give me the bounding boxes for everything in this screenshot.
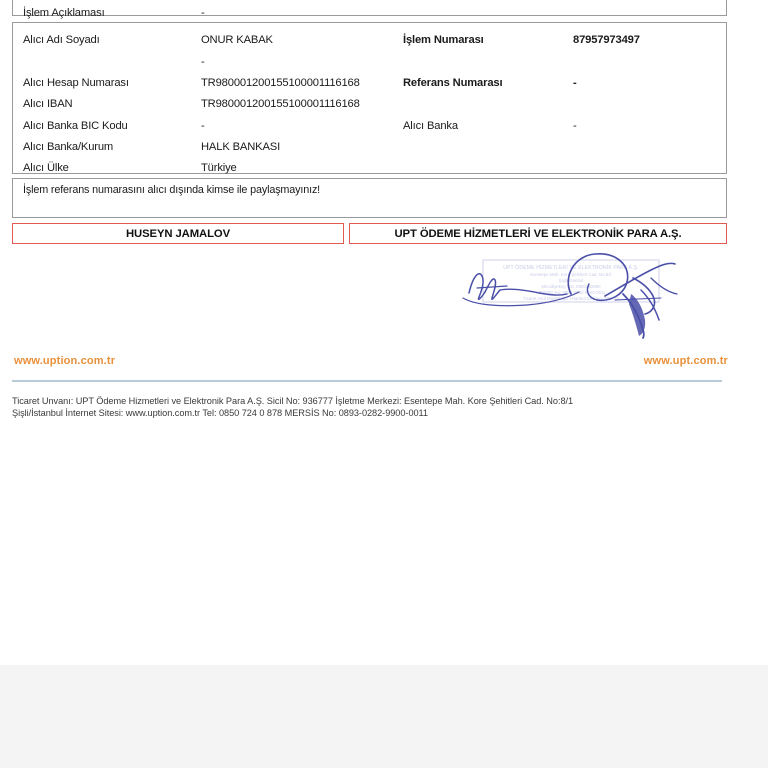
field-value-islem-numarasi: 87957973497 (573, 33, 640, 46)
company-signature-box: UPT ÖDEME HİZMETLERİ VE ELEKTRONİK PARA A.Ş. (349, 223, 727, 244)
svg-text:MERSİS No: 0893-0282-9900-0011: MERSİS No: 0893-0282-9900-0011 (536, 290, 606, 295)
table-row (13, 73, 726, 92)
field-label-alici-hesap-numarasi: Alıcı Hesap Numarası (23, 76, 129, 89)
footer-url-uption[interactable]: www.uption.com.tr (14, 355, 116, 367)
field-label-alici-iban: Alıcı IBAN (23, 97, 73, 110)
table-row (13, 94, 726, 113)
page-gutter-area (0, 665, 768, 768)
table-row (13, 52, 726, 71)
recipient-details-table (12, 22, 727, 174)
signature-graphic (455, 248, 725, 343)
svg-text:Şişli/İstanbul: Şişli/İstanbul (558, 278, 584, 283)
svg-text:Ticaret Sicil Müdürlüğü: İstan: Ticaret Sicil Müdürlüğü: İstanbul Sicil No: 936777 (523, 296, 619, 301)
field-value-alici-banka-kurum: HALK BANKASI (201, 140, 281, 153)
field-value-alici-adi-soyadi: ONUR KABAK (201, 33, 273, 46)
notice-text: İşlem referans numarasını alıcı dışında kimse ile paylaşmayınız! (23, 184, 321, 196)
field-label-islem-numarasi: İşlem Numarası (403, 33, 484, 46)
field-value-alici-banka: - (573, 119, 577, 132)
footer-legal-line-1: Ticaret Unvanı: UPT Ödeme Hizmetleri ve Elektronik Para A.Ş. Sicil No: 936777 İşletme Merkezi: Esentepe Mah. Kore Şehitleri Cad. No:8/1 (12, 396, 574, 406)
transaction-description-table (12, 0, 727, 19)
footer-legal-line-2: Şişli/İstanbul İnternet Sitesi: www.uption.com.tr Tel: 0850 724 0 878 MERSİS No: 0893-0282-9900-0011 (12, 408, 428, 418)
svg-text:Esentepe Mah. Kore Şehitleri C: Esentepe Mah. Kore Şehitleri Cad. No:8/1 (530, 272, 612, 277)
footer-url-upt[interactable]: www.upt.com.tr (643, 355, 728, 367)
field-label-alici-ulke: Alıcı Ülke (23, 161, 69, 174)
table-row (13, 137, 726, 156)
table-row (13, 3, 726, 22)
field-value-referans-numarasi: - (573, 76, 577, 89)
signature-and-stamp (455, 248, 725, 343)
field-label-islem-aciklamasi: İşlem Açıklaması (23, 6, 105, 19)
sender-signature-box: HUSEYN JAMALOV (12, 223, 344, 244)
signature-ink-blot (629, 294, 645, 336)
field-value-alici-banka-bic-kodu: - (201, 119, 205, 132)
svg-text:UPT ÖDEME HİZMETLERİ VE ELEKTR: UPT ÖDEME HİZMETLERİ VE ELEKTRONİK PARA A.Ş. (503, 265, 639, 271)
field-value-islem-aciklamasi: - (201, 6, 205, 19)
footer-divider (12, 380, 722, 382)
field-value-blank-row: - (201, 55, 205, 68)
svg-text:Mecidiyeköy V.D. 9300282990: Mecidiyeköy V.D. 9300282990 (541, 284, 601, 289)
field-label-alici-banka: Alıcı Banka (403, 119, 458, 132)
field-label-alici-adi-soyadi: Alıcı Adı Soyadı (23, 33, 100, 46)
field-value-alici-ulke: Türkiye (201, 161, 237, 174)
field-value-alici-hesap-numarasi: TR980001200155100001116168 (201, 76, 360, 89)
table-row (13, 30, 726, 49)
table-row (13, 116, 726, 135)
field-label-alici-banka-kurum: Alıcı Banka/Kurum (23, 140, 114, 153)
field-value-alici-iban: TR980001200155100001116168 (201, 97, 360, 110)
notice-table (12, 178, 727, 218)
table-row (13, 158, 726, 177)
field-label-alici-banka-bic-kodu: Alıcı Banka BIC Kodu (23, 119, 128, 132)
field-label-referans-numarasi: Referans Numarası (403, 76, 503, 89)
